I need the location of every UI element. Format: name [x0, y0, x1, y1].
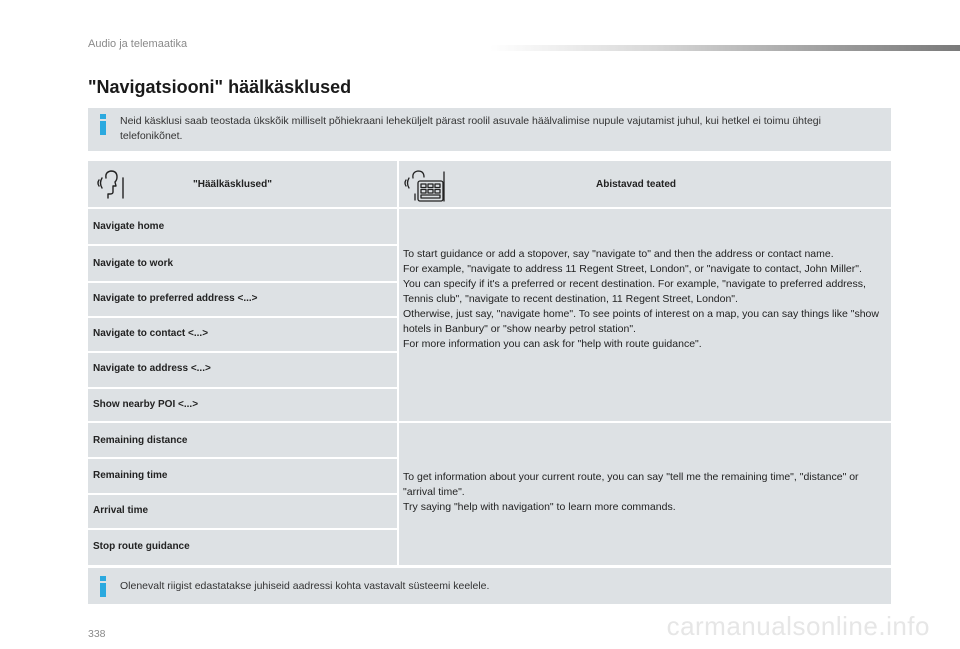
info-box-bottom — [88, 568, 891, 604]
table-row — [88, 209, 397, 244]
header-commands-label: "Häälkäsklused" — [193, 179, 272, 190]
header-gradient-bar — [490, 45, 960, 51]
command-label: Navigate to preferred address <...> — [93, 293, 258, 304]
info-text-top: Neid käsklusi saab teostada ükskõik milliselt põhiekraani leheküljelt pärast roolil asuvale häälvalimise nupule vajutamist juhul, kui hetkel ei toimu ühtegi telefonikõnet. — [120, 115, 821, 142]
response-line: To get information about your current route, you can say "tell me the remaining time", "distance" or "arrival time". — [403, 471, 859, 498]
table-row — [88, 529, 397, 564]
info-box-top — [88, 108, 891, 151]
info-icon — [99, 576, 107, 597]
command-label: Remaining distance — [93, 435, 188, 446]
command-label: Navigate to work — [93, 258, 174, 269]
header-responses-label: Abistavad teated — [596, 179, 677, 190]
info-icon — [99, 114, 107, 135]
response-line: To start guidance or add a stopover, say "navigate to" and then the address or contact name. — [403, 248, 834, 260]
table-row — [88, 493, 397, 528]
table-row — [88, 423, 397, 458]
page-number: 338 — [88, 628, 106, 640]
table-row — [88, 246, 397, 281]
response-line: Try saying "help with navigation" to learn more commands. — [403, 501, 676, 513]
command-label: Navigate home — [93, 221, 165, 232]
response-line: For example, "navigate to address 11 Regent Street, London", or "navigate to contact, John Miller". — [403, 263, 862, 275]
page-title: "Navigatsiooni" häälkäsklused — [88, 77, 352, 97]
command-label: Show nearby POI <...> — [93, 399, 199, 410]
table-row — [88, 458, 397, 493]
response-line: Otherwise, just say, "navigate home". To see points of interest on a map, you can say things like "show hotels in Banbury" or "show nearby petrol station". — [403, 308, 879, 335]
voice-command-icon — [96, 166, 132, 202]
info-text-bottom: Olenevalt riigist edastatakse juhiseid aadressi kohta vastavalt süsteemi keelele. — [120, 580, 490, 592]
command-label: Arrival time — [93, 505, 149, 516]
response-line: You can specify if it's a preferred or recent destination. For example, "navigate to preferred address, Tennis club", "navigate to recent destination, 11 Regent Street, London". — [403, 278, 866, 305]
response-line: For more information you can ask for "help with route guidance". — [403, 338, 702, 350]
command-label: Navigate to address <...> — [93, 363, 211, 374]
table-row — [88, 387, 397, 422]
voice-commands-table — [88, 161, 891, 565]
section-header-label: Audio ja telemaatika — [88, 38, 188, 50]
table-row — [88, 351, 397, 386]
watermark: carmanualsonline.info — [666, 611, 930, 641]
table-row — [88, 316, 397, 351]
voice-assist-keypad-icon — [403, 166, 447, 204]
command-label: Navigate to contact <...> — [93, 328, 209, 339]
command-label: Remaining time — [93, 470, 168, 481]
table-header-commands — [88, 161, 397, 207]
table-row — [88, 281, 397, 316]
command-label: Stop route guidance — [93, 541, 190, 552]
table-header-responses — [399, 161, 891, 207]
response-text-navigation — [403, 247, 883, 352]
response-text-route-info — [403, 470, 883, 515]
column-divider — [397, 161, 399, 565]
